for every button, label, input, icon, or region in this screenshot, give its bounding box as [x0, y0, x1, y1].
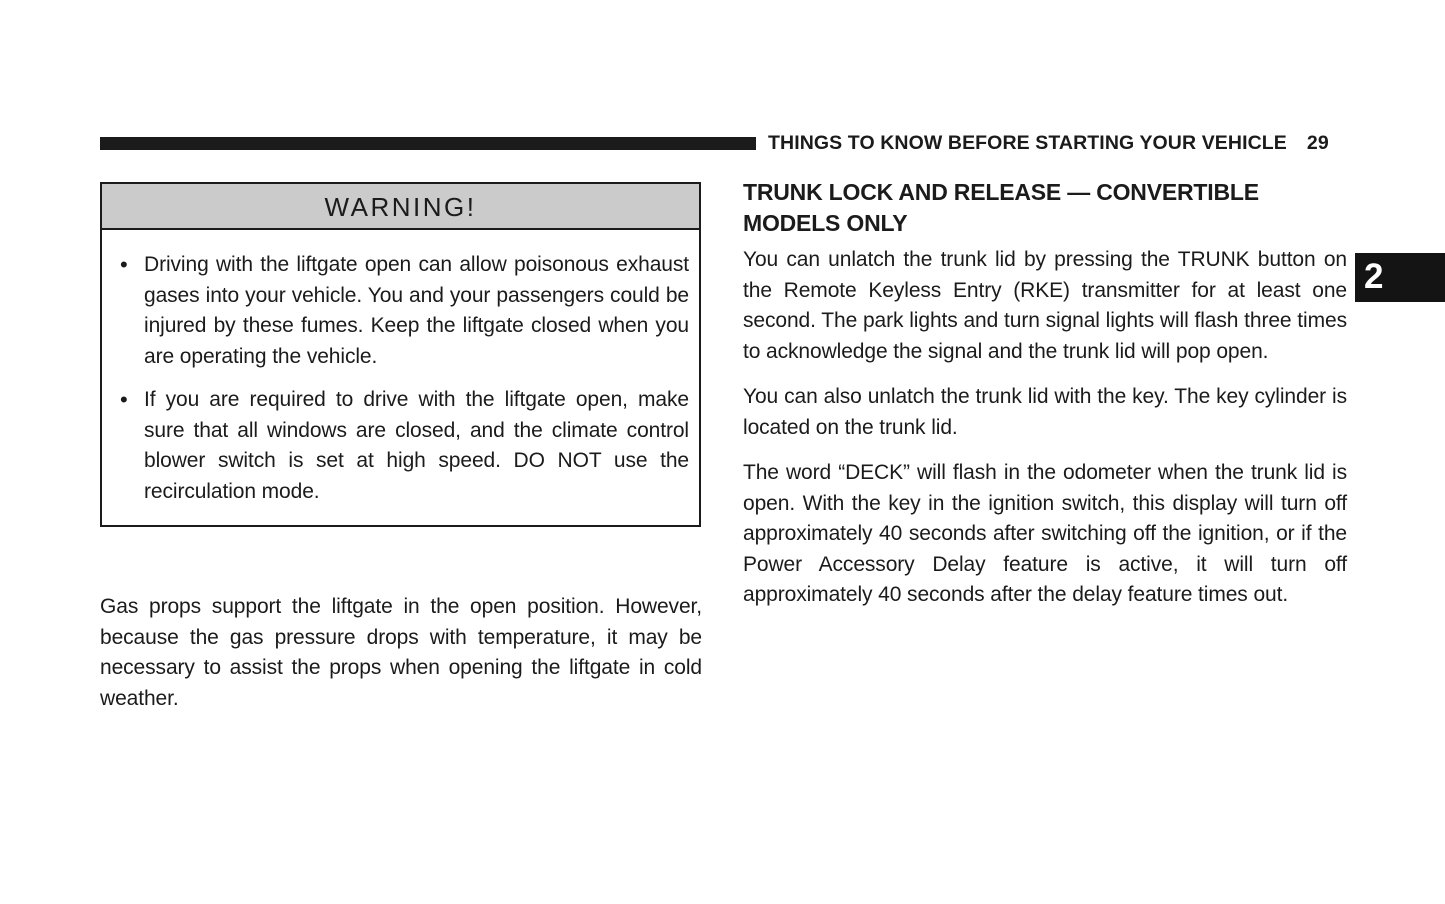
header-rule-bar [100, 137, 756, 150]
warning-bullet-item: • Driving with the liftgate open can allow poisonous exhaust gases into your vehicle. You and your passengers could be injured by these fumes. Keep the liftgate closed when you are operating the vehicle. [118, 250, 689, 372]
running-header [768, 132, 1368, 155]
warning-bullet-list [118, 250, 689, 507]
warning-box-title: WARNING! [102, 184, 699, 230]
chapter-tab [1355, 253, 1445, 302]
gas-props-paragraph: Gas props support the liftgate in the open position. However, because the gas pressure drops with temperature, it may be necessary to assist the props when opening the liftgate in cold weather. [100, 595, 702, 710]
warning-bullet-item: • If you are required to drive with the liftgate open, make sure that all windows are closed, and the climate control blower switch is set at high speed. DO NOT use the recirculation mode. [118, 385, 689, 507]
running-header-title: THINGS TO KNOW BEFORE STARTING YOUR VEHICLE [768, 132, 1287, 154]
section-paragraph: The word “DECK” will flash in the odometer when the trunk lid is open. With the key in the ignition switch, this display will turn off approximately 40 seconds after switching off the ignition, or if the Power Accessory Delay feature is active, it will turn off approximately 40 seconds after the delay feature times out. [743, 461, 1347, 606]
section-paragraph: You can also unlatch the trunk lid with the key. The key cylinder is located on the trunk lid. [743, 385, 1347, 439]
chapter-tab-number: 2 [1364, 257, 1384, 296]
warning-box [100, 182, 701, 527]
warning-box-body [102, 230, 699, 525]
section-heading: TRUNK LOCK AND RELEASE — CONVERTIBLE MODELS ONLY [743, 179, 1259, 236]
section-paragraph: You can unlatch the trunk lid by pressing the TRUNK button on the Remote Keyless Entry (RKE) transmitter for at least one second. The park lights and turn signal lights will flash three times to acknowledge the signal and the trunk lid will pop open. [743, 248, 1347, 363]
trunk-lock-section [743, 177, 1347, 626]
page-number: 29 [1306, 132, 1329, 154]
